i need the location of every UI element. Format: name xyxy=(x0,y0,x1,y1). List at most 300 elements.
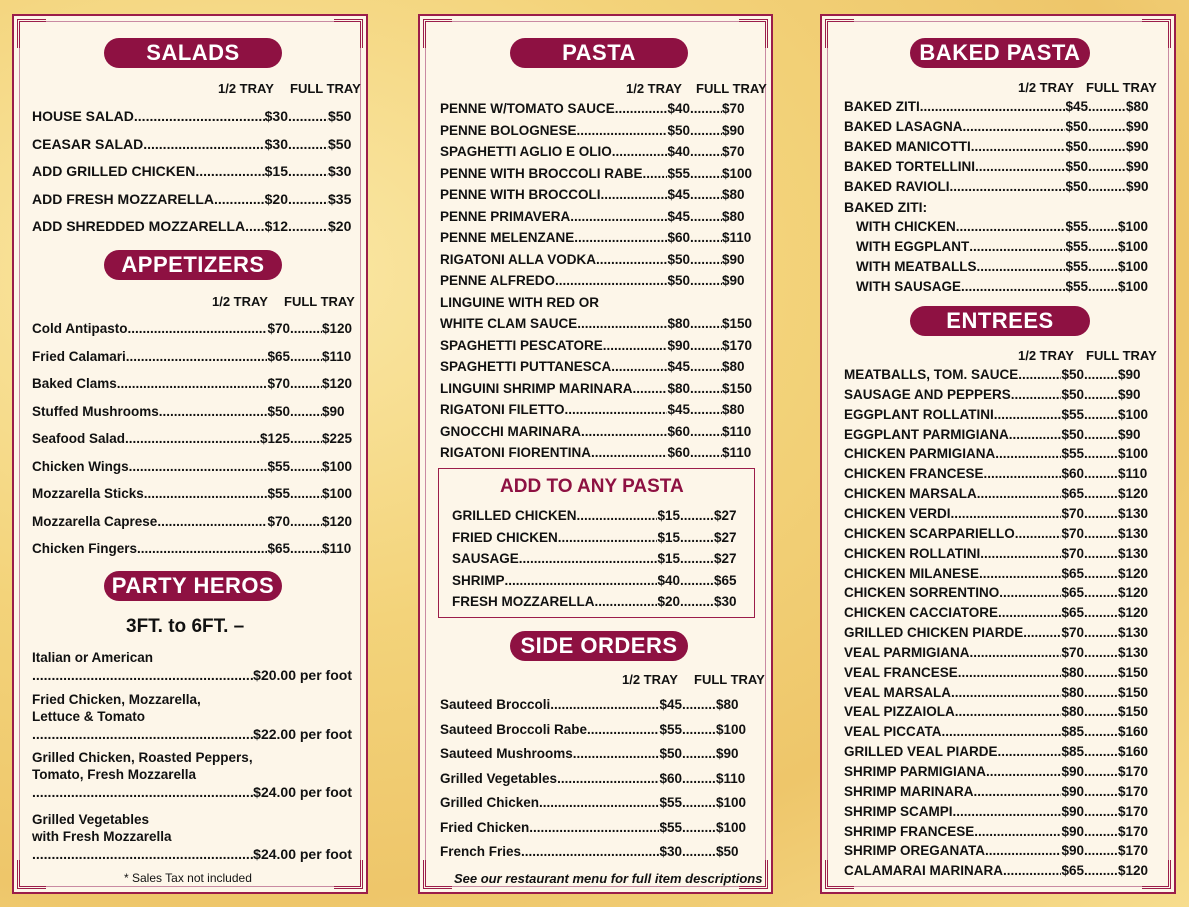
half-tray-price: $90 xyxy=(1061,823,1084,839)
dot-leader xyxy=(290,541,322,556)
dot-leader xyxy=(951,506,1062,521)
half-tray-price: $50 xyxy=(1061,426,1084,442)
full-tray-price: $100 xyxy=(1118,279,1149,294)
dot-leader xyxy=(1084,685,1118,700)
full-tray-price: $90 xyxy=(1118,386,1141,402)
menu-item-row xyxy=(32,459,358,474)
dot-leader xyxy=(1084,724,1118,739)
dot-leader xyxy=(1084,506,1118,521)
dot-leader xyxy=(690,230,722,245)
dot-leader xyxy=(577,508,658,523)
dot-leader xyxy=(953,804,1062,819)
menu-item-row xyxy=(32,136,358,152)
item-name: CHICKEN ROLLATINI xyxy=(844,545,981,561)
dot-leader xyxy=(986,764,1061,779)
dot-leader xyxy=(550,697,659,712)
dot-leader xyxy=(1084,446,1118,461)
dot-leader xyxy=(1088,279,1118,294)
dot-leader xyxy=(680,530,714,545)
menu-item-row xyxy=(844,685,1154,700)
half-tray-price: $55 xyxy=(667,165,690,181)
menu-item-row xyxy=(844,566,1154,581)
half-tray-price: $70 xyxy=(267,321,290,336)
menu-item-row xyxy=(440,101,756,116)
full-tray-price: $100 xyxy=(722,165,753,181)
dot-leader xyxy=(1088,119,1126,134)
item-name: CEASAR SALAD xyxy=(32,135,144,152)
menu-item-row xyxy=(452,551,742,566)
item-name: Sauteed Mushrooms xyxy=(440,746,573,761)
dot-leader xyxy=(117,376,268,391)
menu-item-row xyxy=(844,506,1154,521)
dot-leader xyxy=(1084,526,1118,541)
menu-item-row xyxy=(440,338,756,353)
full-tray-label: FULL TRAY xyxy=(284,294,355,309)
item-name: Sauteed Broccoli Rabe xyxy=(440,721,588,737)
menu-item-row xyxy=(856,259,1154,274)
dot-leader xyxy=(1015,526,1062,541)
half-tray-label: 1/2 TRAY xyxy=(1018,80,1074,95)
dot-leader xyxy=(1084,625,1118,640)
sales-tax-note: * Sales Tax not included xyxy=(124,871,252,885)
dot-leader xyxy=(126,349,268,364)
menu-item-row xyxy=(844,407,1154,422)
item-name: GRILLED VEAL PIARDE xyxy=(844,744,998,760)
half-tray-price: $30 xyxy=(659,844,682,859)
half-tray-price: $60 xyxy=(667,423,690,439)
full-tray-price: $65 xyxy=(714,572,737,588)
dot-leader xyxy=(680,508,714,523)
dot-leader xyxy=(565,402,668,417)
menu-item-row xyxy=(844,724,1154,739)
menu-item-row xyxy=(844,139,1154,154)
half-tray-price: $90 xyxy=(1061,803,1084,819)
corner-ornament xyxy=(17,860,46,889)
dot-leader xyxy=(577,123,668,138)
half-tray-price: $60 xyxy=(667,445,690,460)
dot-leader xyxy=(245,218,265,234)
item-name: RIGATONI ALLA VODKA xyxy=(440,251,596,267)
menu-item-row xyxy=(440,795,747,810)
dot-leader xyxy=(1084,605,1118,620)
dot-leader xyxy=(1088,259,1118,274)
dot-leader xyxy=(290,376,322,391)
full-tray-price: $110 xyxy=(716,770,746,786)
full-tray-price: $90 xyxy=(1126,119,1149,134)
dot-leader xyxy=(125,431,260,446)
dot-leader xyxy=(690,273,722,288)
dot-leader xyxy=(195,163,264,179)
dot-leader xyxy=(690,123,722,138)
half-tray-price: $12 xyxy=(264,218,288,234)
dot-leader xyxy=(1084,367,1118,382)
menu-item-row xyxy=(32,191,358,207)
hero-item-name: Grilled Chicken, Roasted Peppers, xyxy=(32,750,253,765)
item-name: CHICKEN SORRENTINO xyxy=(844,585,1000,601)
item-name: GNOCCHI MARINARA xyxy=(440,423,581,439)
full-tray-price: $110 xyxy=(322,541,352,556)
full-tray-price: $70 xyxy=(722,101,745,116)
item-name: PENNE WITH BROCCOLI xyxy=(440,187,601,202)
half-tray-price: $50 xyxy=(1065,159,1088,174)
dot-leader xyxy=(1009,427,1062,442)
dot-leader xyxy=(690,252,722,267)
dot-leader xyxy=(974,784,1062,799)
full-tray-label: FULL TRAY xyxy=(1086,348,1157,363)
full-tray-price: $100 xyxy=(1118,446,1149,462)
menu-item-row xyxy=(844,486,1154,501)
dot-leader xyxy=(558,530,658,545)
item-name: CHICKEN MARSALA xyxy=(844,486,977,502)
dot-leader xyxy=(288,163,328,179)
add-to-pasta-heading: ADD TO ANY PASTA xyxy=(500,476,684,497)
full-tray-price: $225 xyxy=(322,431,353,446)
dot-leader xyxy=(1018,367,1061,382)
full-tray-price: $27 xyxy=(714,529,737,545)
menu-item-row xyxy=(844,367,1154,382)
item-name: SHRIMP SCAMPI xyxy=(844,803,953,819)
dot-leader xyxy=(555,273,667,288)
dot-leader xyxy=(157,514,267,529)
menu-item-row xyxy=(32,431,358,446)
half-tray-price: $80 xyxy=(1061,664,1084,680)
half-tray-price: $40 xyxy=(667,144,690,159)
dot-leader xyxy=(956,219,1066,234)
menu-item-row xyxy=(844,387,1154,402)
half-tray-label: 1/2 TRAY xyxy=(622,672,678,687)
dot-leader xyxy=(290,459,322,474)
dot-leader xyxy=(1023,625,1061,640)
menu-item-row xyxy=(440,273,756,288)
item-name: SPAGHETTI PESCATORE xyxy=(440,337,603,353)
menu-item-row xyxy=(856,219,1154,234)
full-tray-price: $80 xyxy=(722,208,745,224)
dot-leader xyxy=(596,252,667,267)
full-tray-price: $110 xyxy=(1118,466,1148,482)
dot-leader xyxy=(682,697,716,712)
dot-leader xyxy=(519,551,658,566)
dot-leader xyxy=(1084,486,1118,501)
item-name: FRIED CHICKEN xyxy=(452,529,558,545)
half-tray-price: $90 xyxy=(667,337,690,353)
dot-leader xyxy=(1084,863,1118,878)
dot-leader xyxy=(974,824,1061,839)
half-tray-price: $45 xyxy=(667,359,690,374)
half-tray-price: $50 xyxy=(1065,119,1088,134)
dot-leader xyxy=(290,486,322,501)
dot-leader xyxy=(979,566,1061,581)
full-tray-price: $30 xyxy=(714,594,737,609)
dot-leader xyxy=(970,645,1062,660)
menu-item-row xyxy=(452,594,742,609)
menu-item-row xyxy=(440,746,744,761)
full-tray-price: $150 xyxy=(1118,684,1149,700)
menu-item-row xyxy=(440,424,756,439)
menu-item-row xyxy=(32,321,358,336)
dot-leader xyxy=(977,486,1062,501)
half-tray-price: $90 xyxy=(1061,843,1084,859)
half-tray-price: $15 xyxy=(657,529,680,545)
menu-item-row xyxy=(856,239,1154,254)
full-tray-price: $27 xyxy=(714,508,737,523)
half-tray-price: $55 xyxy=(267,486,290,501)
full-tray-price: $100 xyxy=(1118,259,1149,274)
menu-item-row xyxy=(844,99,1154,114)
dot-leader xyxy=(1088,139,1126,154)
half-tray-price: $60 xyxy=(659,770,682,786)
hero-price-row xyxy=(32,667,352,683)
full-tray-price: $70 xyxy=(722,144,745,159)
dot-leader xyxy=(999,585,1061,600)
dot-leader xyxy=(288,136,328,152)
dot-leader xyxy=(690,187,722,202)
item-name: Cold Antipasto xyxy=(32,321,128,336)
dot-leader xyxy=(690,101,722,116)
full-tray-price: $120 xyxy=(1118,605,1149,621)
half-tray-price: $70 xyxy=(1061,625,1084,641)
item-name: EGGPLANT ROLLATINI xyxy=(844,406,994,422)
pasta-heading: PASTA xyxy=(510,38,688,68)
full-tray-price: $80 xyxy=(722,402,745,417)
dot-leader xyxy=(1084,427,1118,442)
full-tray-price: $100 xyxy=(322,486,353,501)
item-name: CHICKEN VERDI xyxy=(844,505,951,521)
dot-leader xyxy=(951,685,1061,700)
dot-leader xyxy=(1084,466,1118,481)
dot-leader xyxy=(1011,387,1062,402)
hero-item-name: Grilled Vegetables xyxy=(32,812,150,827)
menu-item-row xyxy=(844,466,1154,481)
dot-leader xyxy=(505,573,658,588)
dot-leader xyxy=(557,771,659,786)
item-name: WHITE CLAM SAUCE xyxy=(440,316,578,331)
dot-leader xyxy=(1084,566,1118,581)
item-name: WITH MEATBALLS xyxy=(856,259,977,274)
dot-leader xyxy=(680,594,714,609)
half-tray-price: $70 xyxy=(267,513,290,529)
dot-leader xyxy=(288,218,328,234)
full-tray-price: $90 xyxy=(722,122,745,138)
half-tray-price: $30 xyxy=(264,135,288,152)
item-name: PENNE W/TOMATO SAUCE xyxy=(440,101,615,116)
menu-item-row xyxy=(844,784,1154,799)
menu-item-row xyxy=(844,585,1154,600)
dot-leader xyxy=(1084,546,1118,561)
full-tray-price: $150 xyxy=(1118,704,1149,720)
dot-leader xyxy=(32,726,253,742)
half-tray-price: $45 xyxy=(659,697,682,712)
item-name: SHRIMP MARINARA xyxy=(844,783,974,799)
dot-leader xyxy=(591,445,667,460)
menu-item-row xyxy=(440,295,756,310)
menu-item-row xyxy=(844,625,1154,640)
dot-leader xyxy=(690,402,722,417)
half-tray-price: $55 xyxy=(659,795,682,810)
half-tray-price: $50 xyxy=(1061,386,1084,402)
item-name: Stuffed Mushrooms xyxy=(32,403,159,419)
half-tray-price: $50 xyxy=(667,251,690,267)
dot-leader xyxy=(288,191,328,207)
half-tray-price: $65 xyxy=(267,541,290,556)
full-tray-price: $30 xyxy=(328,163,352,179)
dot-leader xyxy=(570,209,667,224)
dot-leader xyxy=(1084,784,1118,799)
half-tray-price: $70 xyxy=(1061,525,1084,541)
item-name: MEATBALLS, TOM. SAUCE xyxy=(844,367,1019,382)
item-name: VEAL MARSALA xyxy=(844,684,952,700)
menu-item-row xyxy=(440,402,756,417)
full-tray-label: FULL TRAY xyxy=(290,81,361,96)
full-tray-price: $50 xyxy=(328,135,352,152)
dot-leader xyxy=(682,844,716,859)
dot-leader xyxy=(680,573,714,588)
dot-leader xyxy=(1088,179,1126,194)
dot-leader xyxy=(690,445,722,460)
dot-leader xyxy=(643,166,668,181)
dot-leader xyxy=(975,159,1065,174)
item-name: PENNE PRIMAVERA xyxy=(440,208,571,224)
full-tray-price: $150 xyxy=(722,380,753,396)
menu-item-row xyxy=(32,486,358,501)
half-tray-price: $45 xyxy=(667,402,690,417)
full-tray-price: $100 xyxy=(716,819,747,835)
half-tray-label: 1/2 TRAY xyxy=(212,294,268,309)
full-tray-price: $35 xyxy=(328,190,352,207)
side-orders-heading: SIDE ORDERS xyxy=(510,631,688,661)
full-tray-label: FULL TRAY xyxy=(694,672,765,687)
dot-leader xyxy=(969,239,1065,254)
item-name: Chicken Wings xyxy=(32,458,129,474)
full-tray-price: $90 xyxy=(722,251,745,267)
dot-leader xyxy=(615,101,668,116)
hero-price-row xyxy=(32,784,352,800)
menu-item-row xyxy=(844,764,1154,779)
dot-leader xyxy=(134,108,265,124)
menu-item-row xyxy=(844,645,1154,660)
full-tray-price: $170 xyxy=(1118,783,1149,799)
full-tray-label: FULL TRAY xyxy=(1086,80,1157,95)
dot-leader xyxy=(690,424,722,439)
menu-item-row xyxy=(440,721,747,737)
full-tray-price: $130 xyxy=(1118,644,1149,660)
dot-leader xyxy=(984,466,1062,481)
half-tray-label: 1/2 TRAY xyxy=(1018,348,1074,363)
item-name: PENNE MELENZANE xyxy=(440,230,575,245)
item-name: VEAL FRANCESE xyxy=(844,664,958,680)
item-name: SPAGHETTI PUTTANESCA xyxy=(440,359,612,374)
menu-item-row xyxy=(844,119,1154,134)
item-name: LINGUINE WITH RED OR xyxy=(440,294,599,310)
item-name: SHRIMP OREGANATA xyxy=(844,843,986,859)
menu-item-row xyxy=(32,108,358,124)
menu-item-row xyxy=(32,163,358,179)
half-tray-price: $50 xyxy=(267,403,290,419)
dot-leader xyxy=(971,139,1066,154)
menu-item-row xyxy=(440,697,744,712)
dot-leader xyxy=(1084,585,1118,600)
menu-item-row xyxy=(844,665,1154,680)
item-name: CHICKEN CACCIATORE xyxy=(844,605,999,621)
item-name: ADD GRILLED CHICKEN xyxy=(32,163,196,179)
half-tray-price: $70 xyxy=(1061,644,1084,660)
half-tray-price: $45 xyxy=(667,208,690,224)
menu-panel-middle xyxy=(418,14,773,894)
menu-item-row xyxy=(844,824,1154,839)
half-tray-price: $65 xyxy=(1061,605,1084,621)
half-tray-price: $30 xyxy=(264,108,288,124)
full-tray-price: $90 xyxy=(716,746,739,761)
hero-price: $20.00 per foot xyxy=(253,667,352,683)
half-tray-price: $15 xyxy=(264,163,288,179)
dot-leader xyxy=(137,541,267,556)
menu-item-row xyxy=(440,209,756,224)
dot-leader xyxy=(682,722,716,737)
menu-item-row xyxy=(32,376,358,391)
dot-leader xyxy=(1084,744,1118,759)
menu-item-row xyxy=(32,514,358,529)
full-tray-price: $20 xyxy=(328,218,352,234)
menu-item-row xyxy=(32,404,358,419)
dot-leader xyxy=(129,459,268,474)
dot-leader xyxy=(680,551,714,566)
menu-item-row xyxy=(856,279,1154,294)
menu-item-row xyxy=(32,349,358,364)
item-name: Fried Chicken xyxy=(440,819,530,835)
menu-item-row xyxy=(440,187,756,202)
full-tray-price: $100 xyxy=(322,458,353,474)
half-tray-price: $90 xyxy=(1061,764,1084,779)
dot-leader xyxy=(521,844,659,859)
full-tray-price: $50 xyxy=(716,844,739,859)
menu-item-row xyxy=(844,427,1154,442)
item-name: GRILLED CHICKEN xyxy=(452,508,577,523)
dot-leader xyxy=(1084,645,1118,660)
half-tray-price: $80 xyxy=(1061,704,1084,720)
hero-price-row xyxy=(32,846,352,862)
menu-item-row xyxy=(440,123,756,138)
dot-leader xyxy=(958,665,1062,680)
menu-item-row xyxy=(440,316,756,331)
menu-item-row xyxy=(452,573,742,588)
dot-leader xyxy=(1084,704,1118,719)
dot-leader xyxy=(581,424,667,439)
full-tray-price: $100 xyxy=(1118,239,1149,254)
menu-item-row xyxy=(844,179,1154,194)
restaurant-menu-note: See our restaurant menu for full item descriptions xyxy=(454,871,763,886)
item-name: Chicken Fingers xyxy=(32,541,138,556)
dot-leader xyxy=(690,316,722,331)
full-tray-price: $100 xyxy=(716,721,747,737)
full-tray-price: $100 xyxy=(1118,406,1149,422)
corner-ornament xyxy=(423,19,452,48)
item-name: FRESH MOZZARELLA xyxy=(452,594,595,609)
item-name: BAKED RAVIOLI xyxy=(844,179,950,194)
dot-leader xyxy=(290,321,322,336)
menu-item-row xyxy=(452,508,742,523)
item-name: SHRIMP PARMIGIANA xyxy=(844,764,987,779)
full-tray-price: $170 xyxy=(1118,823,1149,839)
half-tray-price: $65 xyxy=(1061,585,1084,601)
dot-leader xyxy=(601,187,668,202)
dot-leader xyxy=(1003,863,1061,878)
dot-leader xyxy=(143,136,264,152)
item-name: BAKED ZITI xyxy=(844,99,920,114)
half-tray-price: $55 xyxy=(267,458,290,474)
hero-item-name: Tomato, Fresh Mozzarella xyxy=(32,767,197,782)
menu-item-row xyxy=(452,530,742,545)
menu-item-row xyxy=(440,166,756,181)
half-tray-price: $55 xyxy=(1065,219,1088,234)
